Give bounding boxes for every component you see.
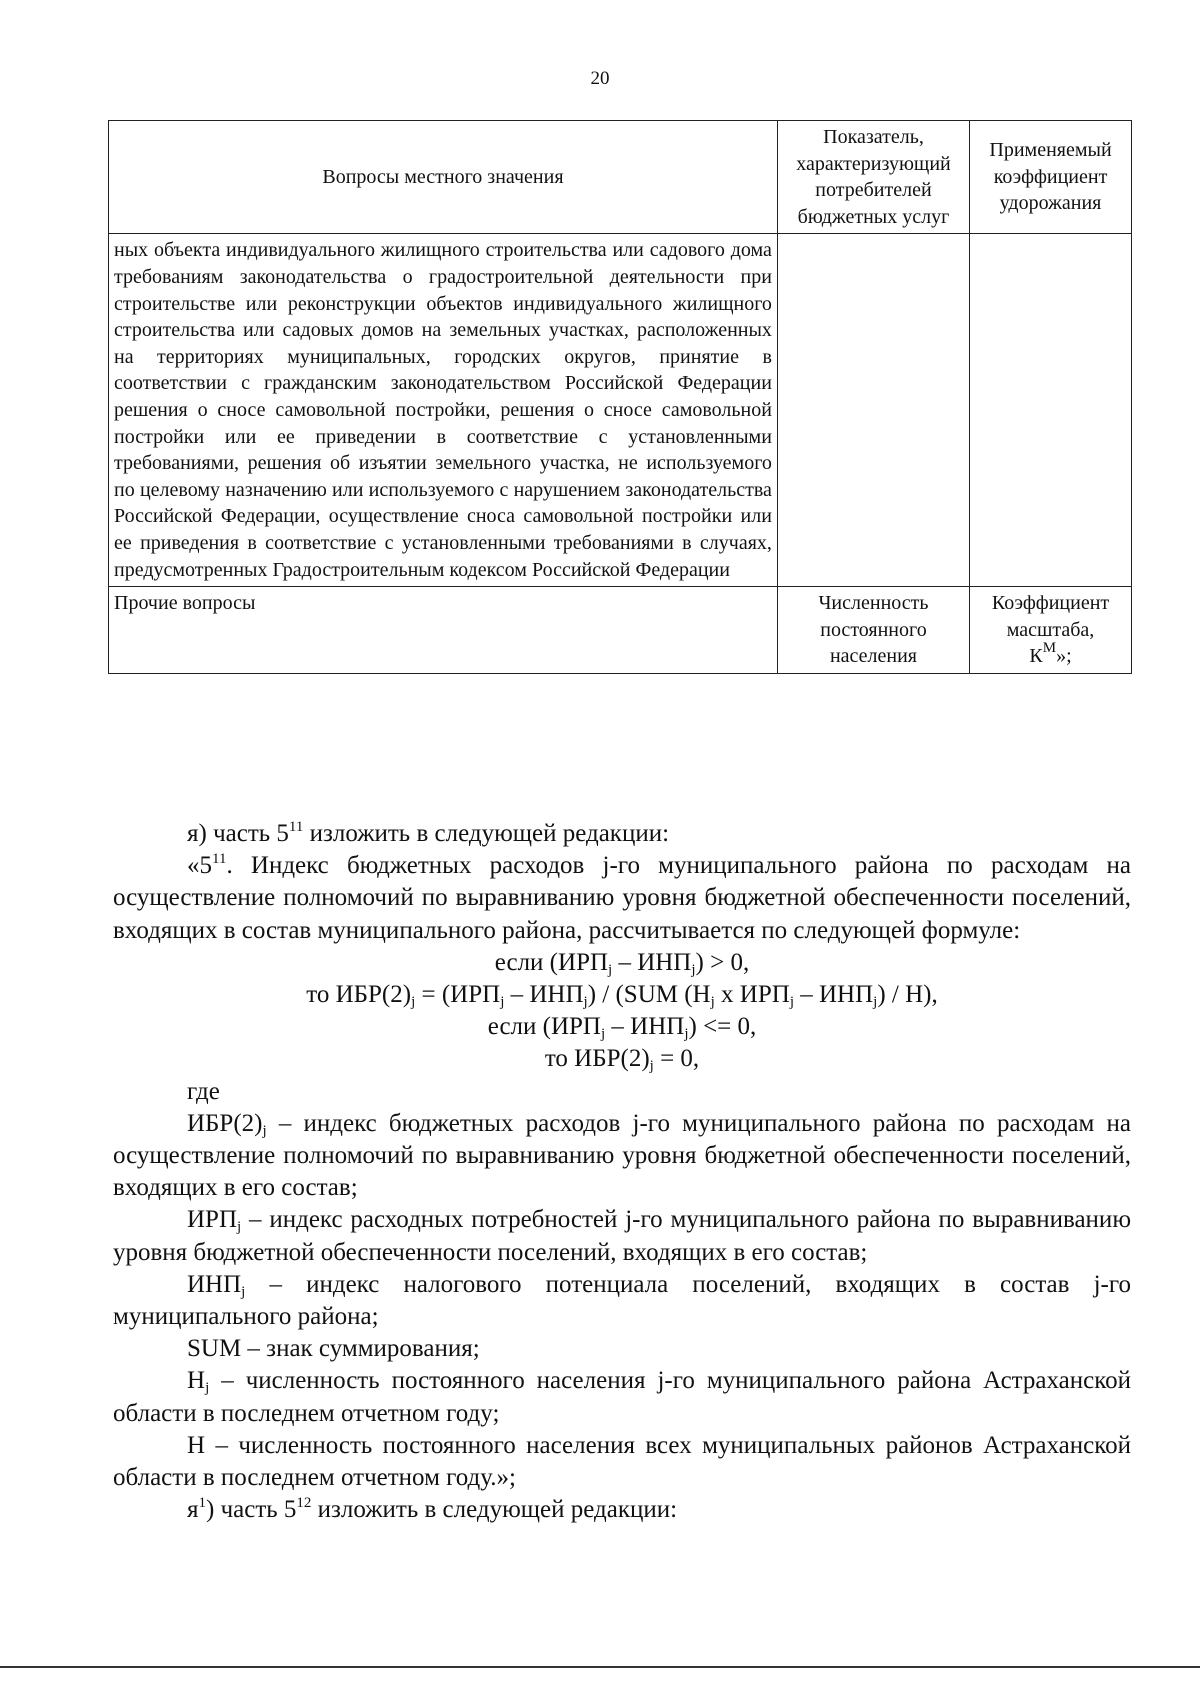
table-row	[109, 587, 1132, 674]
footer-divider	[0, 1666, 1200, 1668]
table-cell-population: Численность постоянного населения	[777, 587, 969, 674]
table-cell-empty	[970, 234, 1132, 587]
definition-sum: SUM – знак суммирования;	[187, 1335, 480, 1363]
header-indicator: Показатель, характеризующий потребителей бюджетных услуг	[777, 121, 969, 234]
page-number: 20	[590, 68, 610, 89]
document-body	[113, 818, 1131, 1526]
table-cell-empty	[777, 234, 969, 587]
table-cell-issue-text: ных объекта индивидуального жилищного строительства или садового дома требованиям законодательства о градостроительной деятельности при строительстве или реконструкции объектов индивидуального жилищного строительства или садовых домов на земельных участках, расположенных на территориях муниципальных, городских округов, принятие в соответствии с гражданским законодательством Российской Федерации решения о сносе самовольной постройки, решения о сносе самовольной постройки или ее приведении в соответствие с установленными требованиями, решения об изъятии земельного участка, не используемого по целевому назначению или используемого с нарушением законодательства Российской Федерации, осуществление сноса самовольной постройки или ее приведения в соответствие с установленными требованиями в случаях, предусмотренных Градостроительным кодексом Российской Федерации	[109, 234, 778, 587]
header-coefficient: Применяемый коэффициент удорожания	[970, 121, 1132, 234]
header-local-issues: Вопросы местного значения	[109, 121, 778, 234]
local-issues-table	[108, 120, 1132, 674]
table-row	[109, 234, 1132, 587]
formula-line-1: если $(ИРП_j - ИНП_j) > 0$,	[494, 948, 750, 978]
where-label: где	[187, 1077, 220, 1105]
definition-ibr: $ИБР(2)_j$ – индекс бюджетных расходов j-го муниципального района по расходам на осуществление полномочий по выравниванию уровня бюджетной обеспеченности поселений, входящих в его состав;	[113, 1109, 1131, 1202]
formula-line-2: то $ИБР(2)_j = (ИРП_j - ИНП_j) / (SUM$ ($Н_j$ х $ИРП_j - ИНП_j) / Н$),	[306, 981, 938, 1011]
table-cell-scale-coefficient: Коэффициент масштаба, $К^М$»;	[970, 587, 1132, 674]
definition-h: Н – численность постоянного населения всех муниципальных районов Астраханской области в последнем отчетном году.»;	[113, 1431, 1131, 1492]
paragraph-ya1: $я^1$) часть $5^{12}$ изложить в следующей редакции:	[187, 1495, 678, 1524]
definition-hj: $Н_j$ – численность постоянного населения j-го муниципального района Астраханской области в последнем отчетном году;	[113, 1367, 1131, 1427]
paragraph-ya: я) часть $5^{11}$ изложить в следующей редакции:	[187, 819, 670, 847]
paragraph-5-11: «$5^{11}$. Индекс бюджетных расходов j-го муниципального района по расходам на осуществление полномочий по выравниванию уровня бюджетной обеспеченности поселений, входящих в состав муниципального района, рассчитывается по следующей формуле:	[113, 851, 1131, 944]
definition-irp: $ИРП_j$ – индекс расходных потребностей j-го муниципального района по выравниванию уровня бюджетной обеспеченности поселений, входящих в его состав;	[113, 1206, 1131, 1266]
formula-line-3: если $(ИРП_j - ИНП_j) <= 0$,	[487, 1013, 757, 1043]
definition-inp: $ИНП_j$ – индекс налогового потенциала поселений, входящих в состав j-го муниципального района;	[113, 1270, 1131, 1331]
table-cell-other-issues: Прочие вопросы	[109, 587, 778, 674]
table-header-row	[109, 121, 1132, 234]
formula-line-4: то $ИБР(2)_j = 0$,	[544, 1045, 700, 1075]
